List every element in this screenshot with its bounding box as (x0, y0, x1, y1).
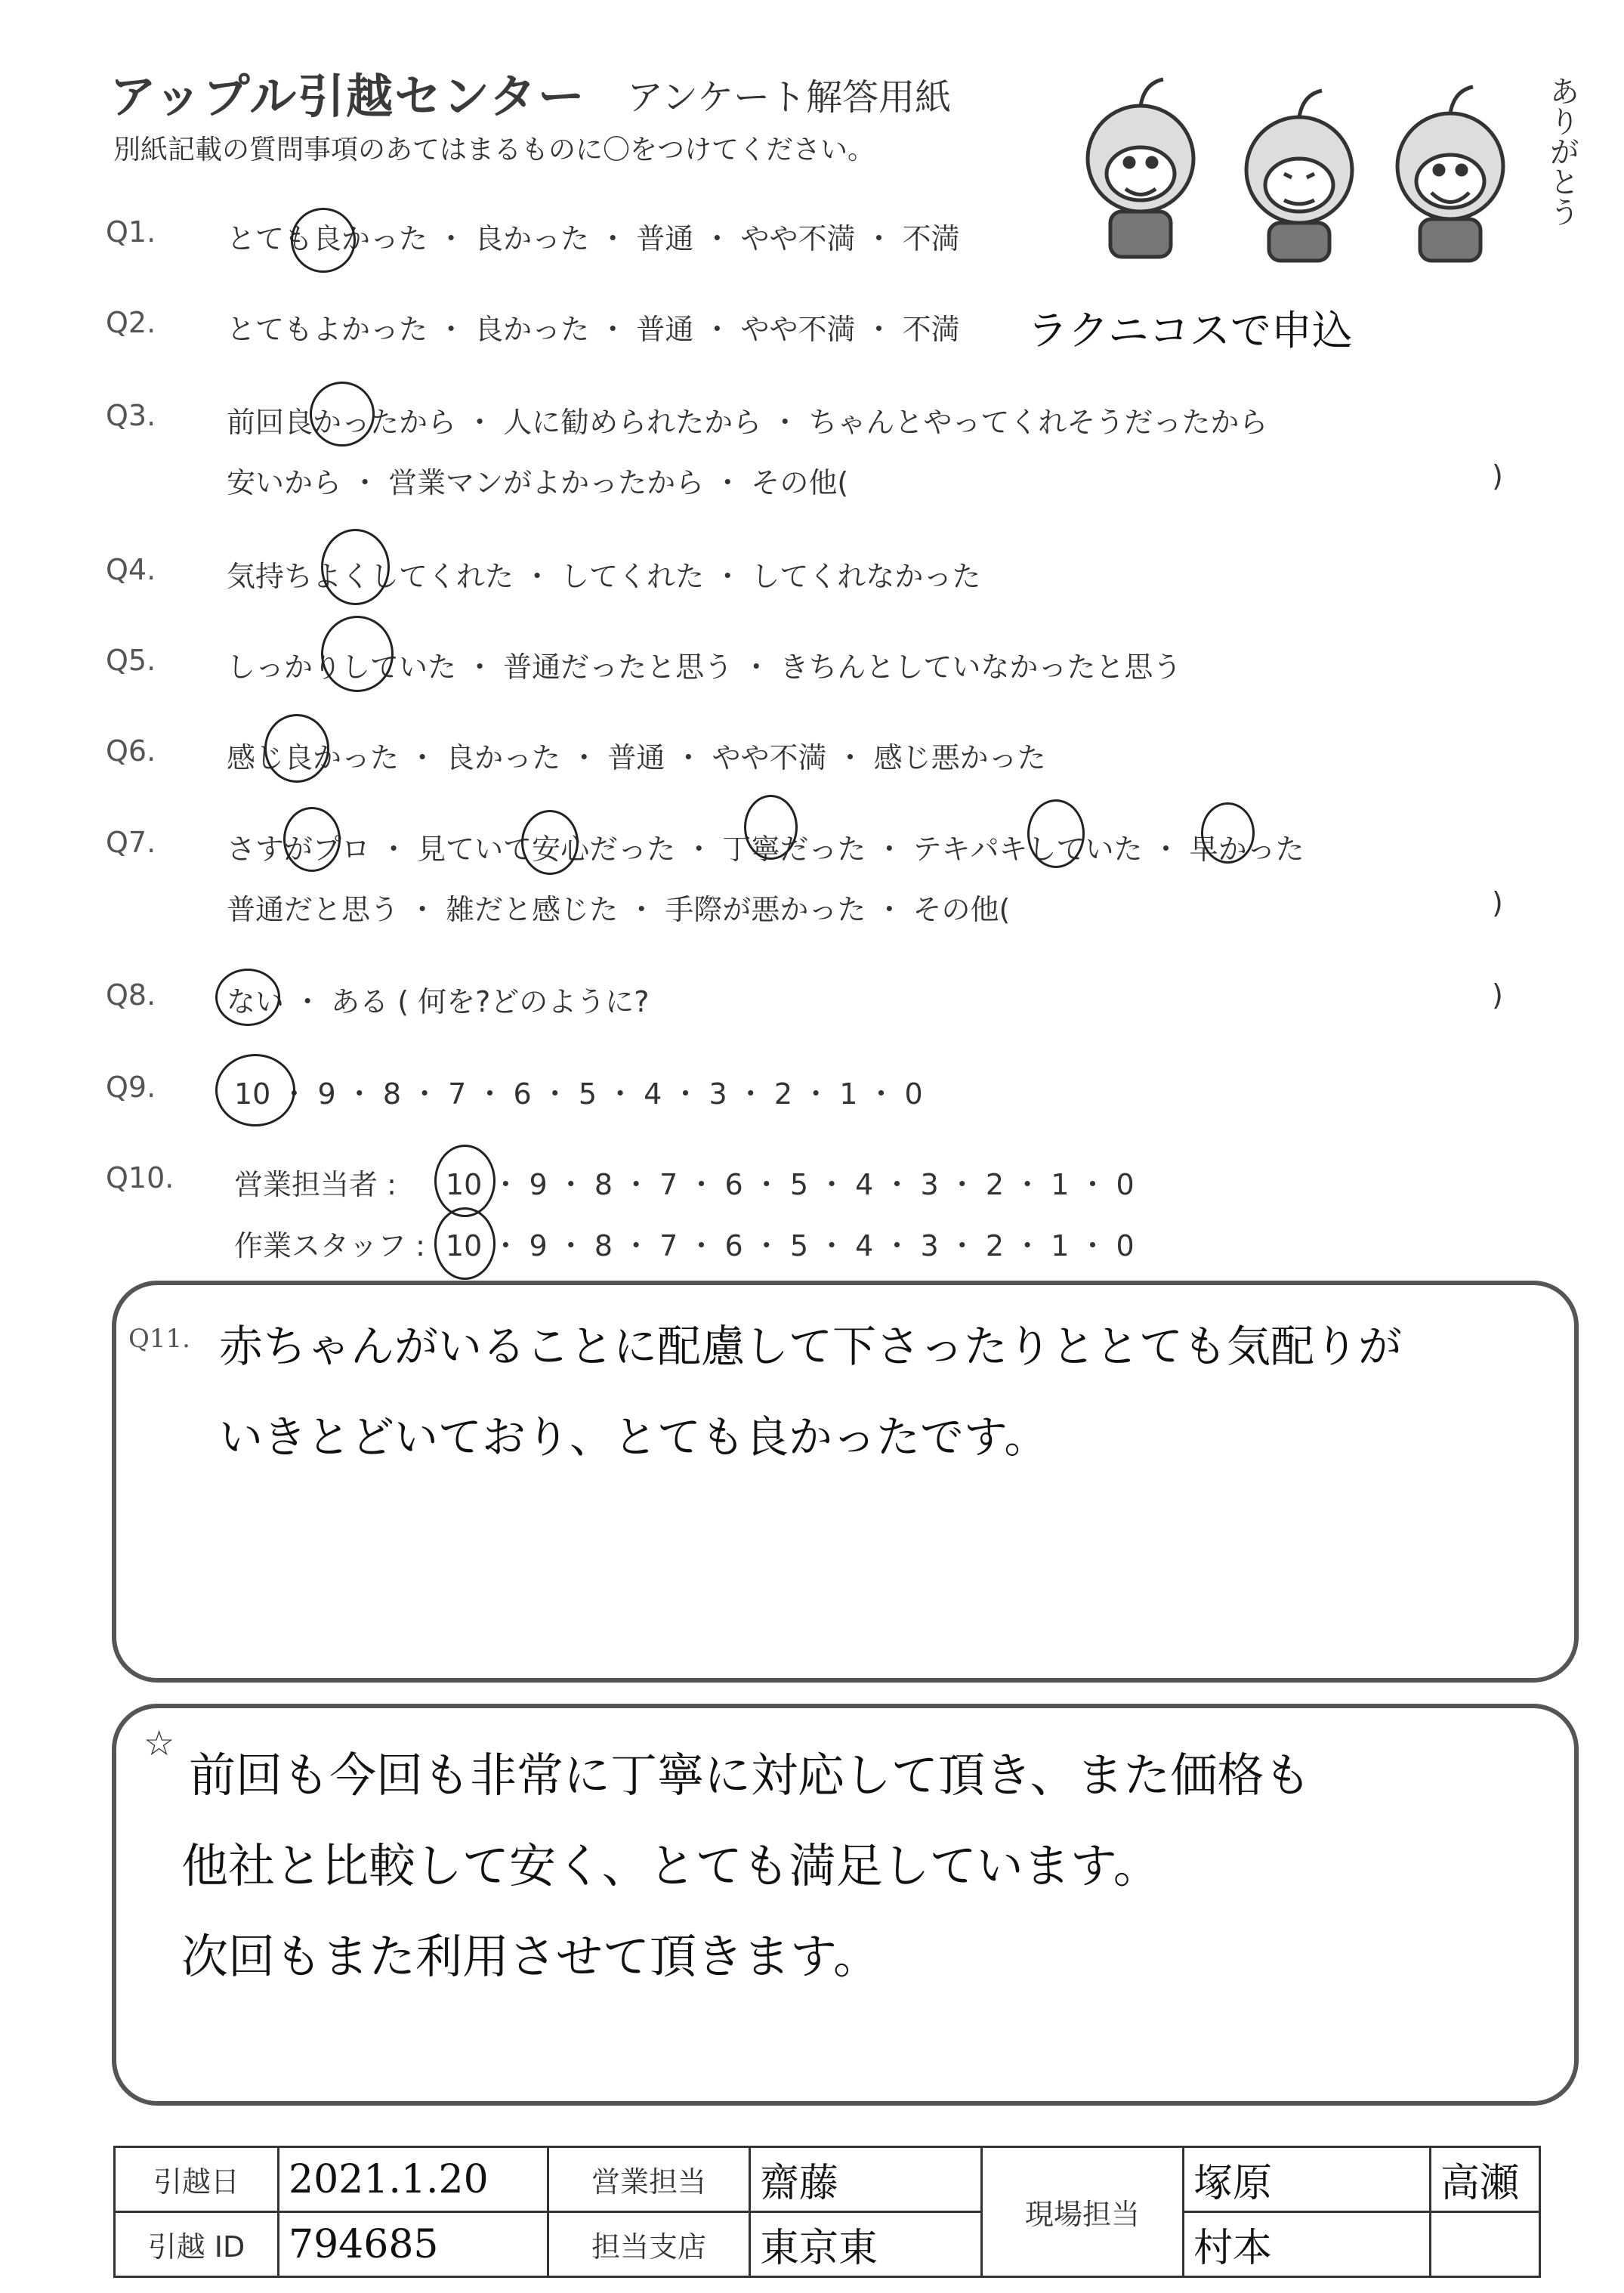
site-staff-empty-cell (1431, 2212, 1540, 2277)
q3-close-paren: ) (1492, 459, 1503, 493)
q8-answer-circle (215, 969, 280, 1026)
q10-sales-label: 営業担当者 : (234, 1168, 397, 1201)
mascot-illustration (1057, 68, 1541, 264)
comment-line3: 次回もまた利用させて頂きます。 (181, 1929, 881, 1984)
form-subtitle: アンケート解答用紙 (627, 76, 952, 119)
q8-close-paren: ) (1492, 978, 1503, 1012)
q10-sales-scale: 10 ・ 9 ・ 8 ・ 7 ・ 6 ・ 5 ・ 4 ・ 3 ・ 2 ・ 1 ・ 0 (446, 1168, 1135, 1201)
q8-options: ない ・ ある ( 何を?どのように? (227, 985, 650, 1018)
q7-answer-circle-4 (1027, 799, 1085, 868)
q6-options: 感じ良かった ・ 良かった ・ 普通 ・ やや不満 ・ 感じ悪かった (227, 741, 1046, 774)
q8-label: Q8. (106, 978, 156, 1012)
move-date-label: 引越日 (115, 2147, 279, 2212)
site-staff-label: 現場担当 (982, 2147, 1184, 2277)
q1-options: とても良かった ・ 良かった ・ 普通 ・ やや不満 ・ 不満 (227, 222, 960, 255)
q7-options-line2: 普通だと思う ・ 雑だと感じた ・ 手際が悪かった ・ その他( (227, 893, 1011, 926)
q7-label: Q7. (106, 826, 156, 859)
q10-label: Q10. (106, 1161, 174, 1194)
site-staff-3: 村本 (1184, 2212, 1431, 2277)
q1-answer-circle (291, 208, 356, 273)
site-staff-1: 塚原 (1184, 2147, 1431, 2212)
q7-close-paren: ) (1492, 886, 1503, 919)
q6-label: Q6. (106, 734, 156, 768)
q5-answer-circle (321, 616, 394, 692)
q3-options-line1: 前回良かったから ・ 人に勧められたから ・ ちゃんとやってくれそうだったから (227, 406, 1268, 439)
company-title: アップル引越センター (110, 69, 586, 124)
star-marker: ☆ (144, 1723, 175, 1763)
q3-label: Q3. (106, 399, 156, 432)
comment-line2: 他社と比較して安く、とても満足しています。 (181, 1838, 1160, 1893)
move-date-value: 2021.1.20 (279, 2147, 548, 2212)
q5-label: Q5. (106, 644, 156, 677)
sales-label: 営業担当 (548, 2147, 750, 2212)
q9-answer-circle (215, 1054, 295, 1126)
q10-sales-answer-circle (434, 1145, 496, 1217)
q7-options-line1: さすがプロ ・ 見ていて安心だった ・ 丁寧だった ・ テキパキしていた ・ 早かった (227, 833, 1304, 866)
q7-answer-circle-2 (521, 810, 579, 875)
q11-handwritten-line1: 赤ちゃんがいることに配慮して下さったりととても気配りが (219, 1321, 1403, 1372)
sales-name: 齋藤 (750, 2147, 982, 2212)
q3-options-line2: 安いから ・ 営業マンがよかったから ・ その他( (227, 466, 849, 499)
q2-label: Q2. (106, 306, 156, 339)
q5-options: しっかりしていた ・ 普通だったと思う ・ きちんとしていなかったと思う (227, 651, 1182, 684)
mascot-caption: ありがとう (1545, 76, 1579, 227)
move-id-value: 794685 (279, 2212, 548, 2277)
branch-label: 担当支店 (548, 2212, 750, 2277)
q9-label: Q9. (106, 1071, 156, 1104)
q4-answer-circle (321, 529, 390, 605)
q10-staff-answer-circle (434, 1207, 496, 1280)
q11-handwritten-line2: いきとどいており、とても良かったです。 (219, 1411, 1048, 1463)
q7-answer-circle-5 (1201, 802, 1255, 864)
q6-answer-circle (264, 714, 329, 783)
branch-name: 東京東 (750, 2212, 982, 2277)
q4-options: 気持ちよくしてくれた ・ してくれた ・ してくれなかった (227, 560, 981, 593)
q2-options: とてもよかった ・ 良かった ・ 普通 ・ やや不満 ・ 不満 (227, 313, 960, 346)
instruction-text: 別紙記載の質問事項のあてはまるものに〇をつけてください。 (113, 134, 875, 165)
q7-answer-circle-1 (283, 807, 341, 872)
q10-staff-label: 作業スタッフ : (234, 1229, 425, 1262)
q3-answer-circle (310, 382, 375, 447)
move-id-label: 引越 ID (115, 2212, 279, 2277)
q4-label: Q4. (106, 553, 156, 586)
comment-line1: 前回も今回も非常に丁寧に対応して頂き、また価格も (189, 1748, 1311, 1803)
site-staff-2: 高瀬 (1431, 2147, 1540, 2212)
q1-label: Q1. (106, 215, 156, 249)
q7-answer-circle-3 (744, 795, 798, 860)
footer-table (113, 2146, 1541, 2278)
q9-scale: 10 ・ 9 ・ 8 ・ 7 ・ 6 ・ 5 ・ 4 ・ 3 ・ 2 ・ 1 ・ 0 (234, 1077, 923, 1111)
q10-staff-scale: 10 ・ 9 ・ 8 ・ 7 ・ 6 ・ 5 ・ 4 ・ 3 ・ 2 ・ 1 ・ 0 (446, 1229, 1135, 1262)
q2-handwritten-note: ラクニコスで申込 (1027, 307, 1353, 354)
q11-label: Q11. (128, 1324, 190, 1354)
